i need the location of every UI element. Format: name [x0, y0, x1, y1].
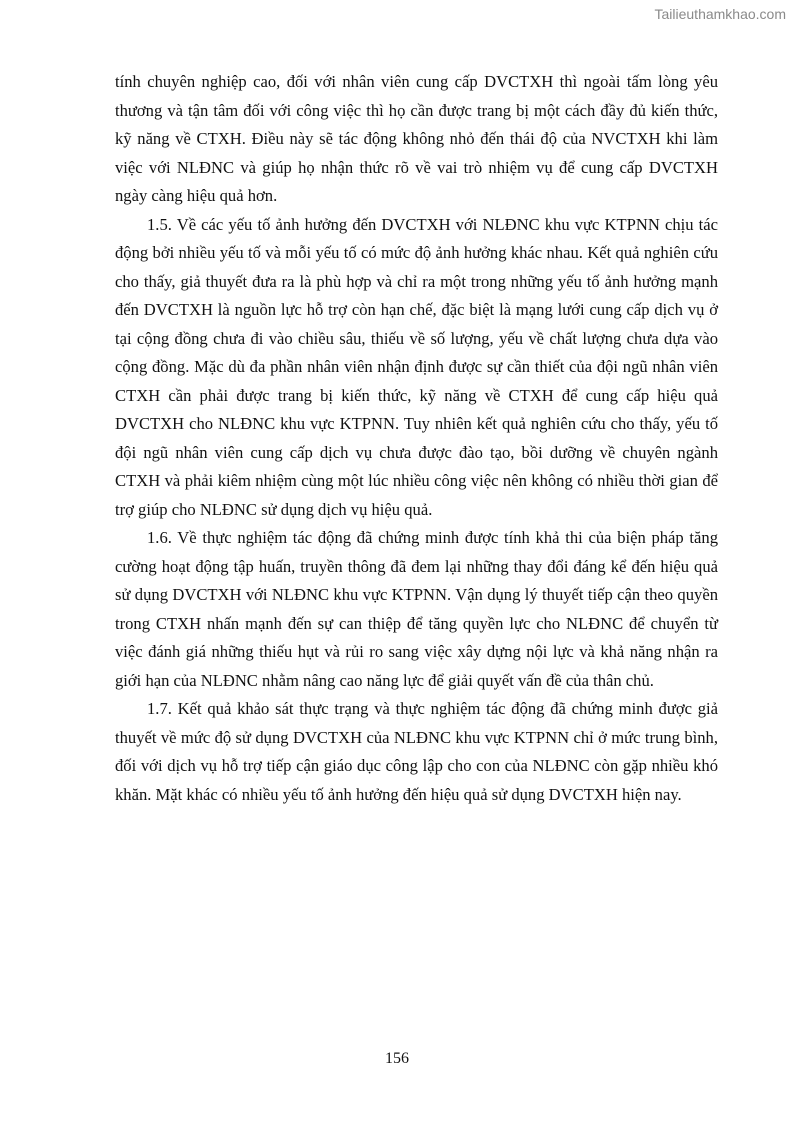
paragraph-1-6: 1.6. Về thực nghiệm tác động đã chứng minh được tính khả thi của biện pháp tăng cường hoạt động tập huấn, truyền thông đã đem lại những thay đổi đáng kể đến hiệu quả sử dụng DVCTXH với NLĐNC khu vực KTPNN. Vận dụng lý thuyết tiếp cận theo quyền trong CTXH nhấn mạnh đến sự can thiệp để tăng quyền lực cho NLĐNC để chuyển từ việc đánh giá những thiếu hụt và rủi ro sang việc xây dựng nội lực và khả năng nhận ra giới hạn của NLĐNC nhằm nâng cao năng lực để giải quyết vấn đề của thân chủ. — [115, 528, 718, 690]
watermark-text: Tailieuthamkhao.com — [654, 6, 786, 22]
document-body — [115, 68, 718, 809]
page-number: 156 — [385, 1050, 409, 1067]
paragraph-1-7: 1.7. Kết quả khảo sát thực trạng và thực nghiệm tác động đã chứng minh được giả thuyết về mức độ sử dụng DVCTXH của NLĐNC khu vực KTPNN chỉ ở mức trung bình, đối với dịch vụ hỗ trợ tiếp cận giáo dục công lập cho con của NLĐNC còn gặp nhiều khó khăn. Mặt khác có nhiều yếu tố ảnh hưởng đến hiệu quả sử dụng DVCTXH hiện nay. — [115, 699, 718, 804]
paragraph-continuation: tính chuyên nghiệp cao, đối với nhân viên cung cấp DVCTXH thì ngoài tấm lòng yêu thương và tận tâm đối với công việc thì họ cần được trang bị một cách đầy đủ kiến thức, kỹ năng về CTXH. Điều này sẽ tác động không nhỏ đến thái độ của NVCTXH khi làm việc với NLĐNC và giúp họ nhận thức rõ về vai trò nhiệm vụ để cung cấp DVCTXH ngày càng hiệu quả hơn. — [115, 72, 718, 205]
paragraph-1-5: 1.5. Về các yếu tố ảnh hưởng đến DVCTXH với NLĐNC khu vực KTPNN chịu tác động bởi nhiều yếu tố và mỗi yếu tố có mức độ ảnh hưởng khác nhau. Kết quả nghiên cứu cho thấy, giả thuyết đưa ra là phù hợp và chỉ ra một trong những yếu tố ảnh hưởng mạnh đến DVCTXH là nguồn lực hỗ trợ còn hạn chế, đặc biệt là mạng lưới cung cấp dịch vụ ở tại cộng đồng chưa đi vào chiều sâu, thiếu về số lượng, yếu về chất lượng chưa dựa vào cộng đồng. Mặc dù đa phần nhân viên nhận định được sự cần thiết của đội ngũ nhân viên CTXH cần phải được trang bị kiến thức, kỹ năng về CTXH để cung cấp hiệu quả DVCTXH cho NLĐNC khu vực KTPNN. Tuy nhiên kết quả nghiên cứu cho thấy, yếu tố đội ngũ nhân viên cung cấp dịch vụ chưa được đào tạo, bồi dưỡng về chuyên ngành CTXH và phải kiêm nhiệm cùng một lúc nhiều công việc nên không có nhiều thời gian để trợ giúp cho NLĐNC sử dụng dịch vụ hiệu quả. — [115, 214, 718, 519]
